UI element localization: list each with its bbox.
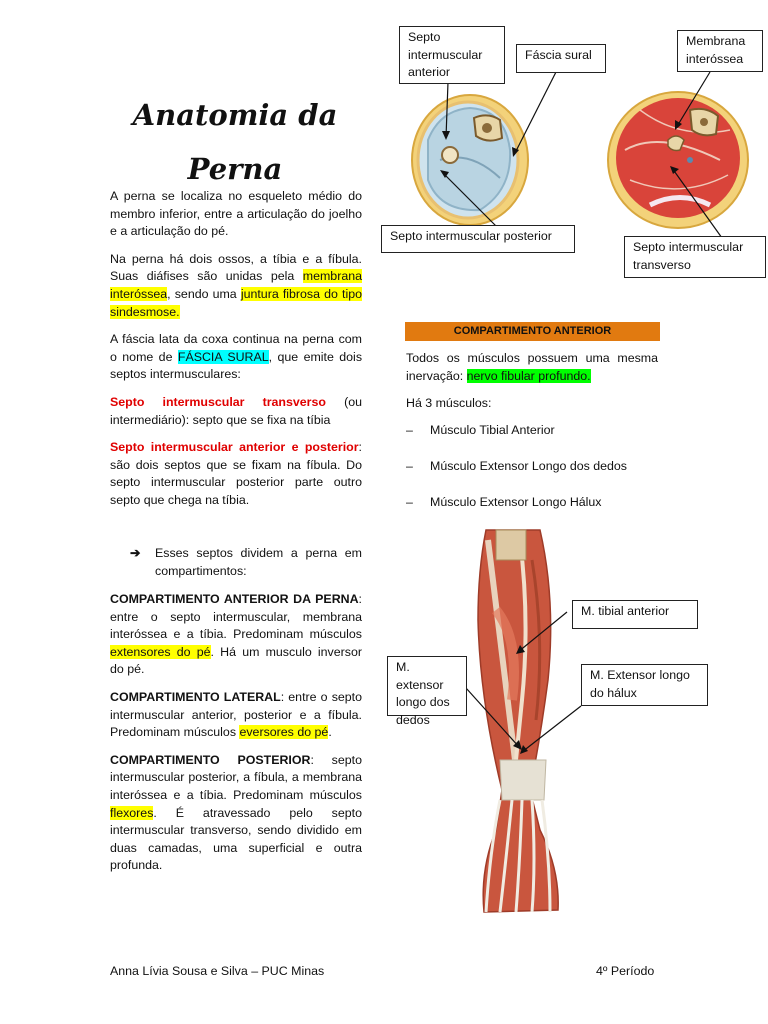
innervation-paragraph	[406, 350, 658, 385]
muscle-name: Músculo Extensor Longo dos dedos	[430, 459, 627, 473]
muscle-name: Músculo Tibial Anterior	[430, 423, 555, 437]
text-segment: Na perna há dois ossos, a tíbia e a fíbula. Suas diáfises são unidas pela	[110, 251, 362, 284]
arrow-bullet-text: Esses septos dividem a perna em compartimentos:	[155, 546, 362, 578]
muscle-name: Músculo Extensor Longo Hálux	[430, 495, 602, 509]
term-septo-transverso: Septo intermuscular transverso	[110, 394, 326, 409]
highlight-flexores: flexores	[110, 805, 154, 820]
section-header-bar: COMPARTIMENTO ANTERIOR	[405, 322, 660, 341]
text-segment: A fáscia lata da coxa continua na perna com o nome de	[110, 332, 362, 364]
footer-period: 4º Período	[596, 964, 655, 978]
label-septo-anterior: Septo intermuscular anterior	[399, 26, 505, 84]
text-segment: . Há um musculo inversor do pé.	[110, 644, 362, 677]
label-extensor-dedos: M. extensor longo dos dedos	[387, 656, 467, 716]
highlight-juntura: juntura fibrosa do tipo sindesmose.	[110, 286, 362, 319]
term-compartimento-posterior: COMPARTIMENTO POSTERIOR	[110, 752, 311, 767]
label-extensor-halux: M. Extensor longo do hálux	[581, 664, 708, 706]
term-compartimento-anterior: COMPARTIMENTO ANTERIOR DA PERNA	[110, 592, 359, 606]
highlight-nervo: nervo fibular profundo.	[466, 368, 591, 383]
text-segment: Todos os músculos possuem uma mesma inervação:	[406, 351, 658, 383]
highlight-eversores: eversores do pé	[239, 725, 329, 740]
title-line-1: Anatomia da	[132, 98, 338, 132]
arrow-right-icon: ➔	[130, 546, 141, 560]
term-compartimento-lateral: COMPARTIMENTO LATERAL	[110, 689, 281, 704]
label-membrana-interossea: Membrana interóssea	[677, 30, 763, 72]
text-segment: : septo intermuscular posterior, a fíbula, a membrana interóssea e a tíbia. Predominam músculos	[110, 752, 362, 802]
label-septo-posterior: Septo intermuscular posterior	[381, 225, 575, 253]
text-segment: : entre o septo intermuscular, membrana interóssea e a tíbia. Predominam músculos	[110, 592, 362, 642]
cross-section-fascia-image	[412, 95, 528, 225]
title-line-2: Perna	[187, 152, 283, 186]
cross-section-muscles-image	[608, 92, 748, 228]
highlight-extensores: extensores do pé	[110, 644, 211, 659]
dash-bullet: –	[406, 495, 413, 509]
text-segment: (ou intermediário): septo que se fixa na tíbia	[110, 394, 362, 427]
paragraph-intro: A perna se localiza no esqueleto médio do membro inferior, entre a articulação do joelho e a articulação do pé.	[110, 189, 362, 239]
dash-bullet: –	[406, 459, 413, 473]
label-septo-transverso: Septo intermuscular transverso	[624, 236, 766, 278]
label-tibial-anterior: M. tibial anterior	[572, 600, 698, 629]
text-segment: : são dois septos que se fixam na fíbula. Do septo intermuscular posterior parte outro septo que chega na tíbia.	[110, 440, 362, 507]
text-segment: . É atravessado pelo septo intermuscular transverso, sendo dividido em duas camadas, uma superficial e outra profunda.	[110, 805, 362, 873]
leg-muscles-image	[478, 530, 558, 912]
text-segment: , que emite dois septos intermusculares:	[110, 349, 363, 382]
dash-bullet: –	[406, 423, 413, 437]
text-segment: : entre o septo intermuscular anterior, posterior e a fíbula. Predominam músculos	[110, 689, 363, 740]
term-septo-ant-post: Septo intermuscular anterior e posterior	[110, 440, 359, 455]
highlight-fascia-sural: FÁSCIA SURAL	[177, 349, 269, 364]
text-segment: .	[328, 725, 332, 740]
muscle-count-text: Há 3 músculos:	[406, 396, 492, 410]
text-segment: , sendo uma	[167, 286, 241, 301]
label-fascia-sural: Fáscia sural	[516, 44, 606, 73]
footer-author: Anna Lívia Sousa e Silva – PUC Minas	[110, 964, 325, 978]
highlight-membrana: membrana interóssea	[110, 269, 362, 301]
